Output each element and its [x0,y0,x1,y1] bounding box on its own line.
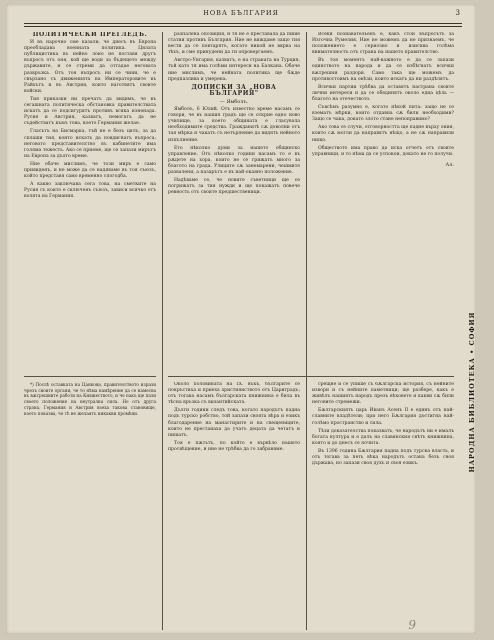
paragraph: Австро-Унгария, казватъ, е на страната на Турция, тъй като тя има голѣми интереси на Балкана. Обаче ние мислимъ, че нейната политика ще бѫде предпазлива и умерена. [168,58,300,82]
library-stamp-text: НАРОДНА БИБЛИОТЕКА • СОФИЯ [468,311,476,473]
paragraph: Всеки познавательенъ е, какъ стои въпросътъ за Източна Румелия. Ние не можемъ да не признаемъ, че положението е сериозно и изисква голѣма внимателность отъ страна на нашето правителство. [312,32,454,56]
paragraph: Тѣзи доказателства показватъ, че народътъ ни е ималъ богата култура и е далъ на славянския свѣтъ книжнина, която и до днесъ се почита. [312,428,454,446]
paragraph: Ето нѣколко думи за нашето общинско управление. Отъ нѣколко години насамъ то е въ рѫцете на хора, които не се грижатъ много за благото на града. Улиците сѫ занемарени, чешмите развалени, а пазарътъ е въ най-окаяно положение. [168,145,300,175]
author-signature: Ал. [445,161,454,168]
footnote: *) Послѣ оставката на Цанкова, правителството изрази чрезъ своите органи, че то нѣма намѣрение да се намесва въ вѫтрешните работи на Княжеството, и че пакъ ще пази своето положение на неутрална сила. Но отъ друга страна, Германия и Австрия взеха такова становище, което показва, че тѣ не желаятъ никакви промѣни. [24,382,156,416]
paragraph: Дълги години следъ това, когато народътъ падна подъ турско робство, той запази своята вѣра и езикъ благодарение на манастирите и на свещениците, които не престанаха да учатъ децата да четатъ и пишатъ. [168,408,300,438]
paragraph: Съвсѣмъ разумно е, когато нѣкой пита: защо не се взематъ мѣрки, които отдавна сѫ били необходими? Защо се чака, докато злото стане непоправимо? [312,105,454,123]
running-head: НОВА БЪЛГАРИЯ [203,9,279,17]
paragraph: Всички партии трѣбва да оставятъ настрана своите лични интереси и да се обединятъ около една цѣль — благото на отечеството. [312,84,454,102]
paragraph: Надѣваме се, че новите съветници ще се погрижатъ за тия нужди и ще покажатъ повече ревность отъ своите предшественици. [168,178,300,196]
section-rule [168,376,454,377]
column-1-footnote [24,382,156,632]
paragraph: разпалена опозиция, и тя не е преставала да пише статии противъ България. Ние не виждаме защо тия вести да се повтарятъ, когато никой не вярва на тѣхъ, и сме принудени да ги опровергаемъ. [168,32,300,56]
handwritten-note: 9 [408,618,416,632]
column-2-lower [168,382,300,632]
paragraph: И въ нарочно сме казали, че днесъ въ Европа преобладава военната политика. Цялата публицистика въ нейно лоно не поставя другъ въпросъ отъ оня, кой ще води за бъдещето между държавите, и се стреми да отгадае неговата развръзка. Отъ тоя въпросъ ни се чини, че е свързано съ движенията на Императоровите въ Райхътъ и въ Австрия, които наготвятъ своите войски. [24,40,156,94]
paragraph: срещне и се упише съ бѫлгарска история, съ нейните извори и съ нейните паметници; ще разбере, какъ е живѣлъ нашиятъ народъ презъ вѣковете и какви сѫ били неговите стремежи. [312,382,454,406]
column-2-upper [168,32,300,372]
column-divider [162,32,163,630]
column-divider [306,32,307,630]
paragraph: Въ тоя моментъ най-важното е да се запази единството на народа и да се избѣгнатъ всички вѫтрешни раздори. Само така ще можемъ да противостоимъ на онѣзи, които искатъ да ни раздѣлятъ. [312,58,454,82]
paragraph: Гласътъ на Бисмарка, тъй не е безъ цялъ, за да сплаши тия, които искатъ да повдигнатъ въпроса; неговото представителство въ кабинетите има голяма тежесть. Ако се приеме, ще се запази мирътъ на Европа за дълго време. [24,129,156,159]
paragraph: Тия приказки ни пречатъ да видимъ, че въ сегашната политическа обстановка правителствата искатъ да се подсигурятъ противъ всяка изненада. Русия и Австрия, казватъ, немогатъ да не съдействатъ къмъ това, което Германия желае. [24,96,156,127]
correspondence-title: ДОПИСКИ ЗА „НОВА БЪЛГАРИЯ" [191,83,277,97]
footnote-rule [24,376,156,377]
paragraph: Обществото има право да иска отчетъ отъ своите управници, и то нѣма да се успокои, докато не го получи. [312,145,454,157]
newspaper-page [6,4,476,634]
paragraph: Въ 1396 година Бѫлгария падна подъ турска власть, и отъ тогава за петь вѣка народътъ остана безъ своя държава, но запази своя духъ и своя езикъ. [312,448,454,467]
library-stamp [462,304,474,484]
paragraph: Ние обаче мислимъ, че този миръ е само привиденъ, и не може да се надяваме въ тоя съюзъ, който представя само временно спогодба. [24,161,156,180]
political-review-title: ПОЛИТИЧЕСКИ ПРЕГЛЕДЪ. [32,32,148,38]
paragraph: Около половината на IX. въкъ, българите се покръстиха и приеха християнството отъ Цариградъ; отъ тогава насамъ българската книжнина е била въ тѣсна връзка съ византийската. [168,382,300,406]
paragraph: А какво заключава сега това, на сметките на Русия съ които е сключенъ съюзъ, зависи всичко отъ волята на Германия. [24,182,156,200]
header-rule [24,23,462,27]
column-1-upper [24,32,156,372]
column-3-lower [312,382,454,632]
correspondence-subtitle: — Ямболъ. [219,98,249,105]
column-3-upper [312,32,454,372]
paragraph: Тоя е пѫтьтъ, по който е вървѣло нашето просвѣщение, и ние не трѣбва да го забравяме. [168,440,300,452]
paragraph: Бѫлгарскиятъ царь Иванъ Асенъ II е единъ отъ най-славните владѣтели; при него Бѫлгария достигна най-голѣмо пространство и сила. [312,408,454,426]
paragraph: Ако това се случи, отговорността ще падне върху ония, които сѫ могли да направятъ нѣщо, а не сѫ направили нищо. [312,125,454,143]
paragraph: Ямболъ, 6 Юлий. Отъ известно време насамъ се говори, че въ нашия градъ ще се открие едно ново училище, за което общината е гласувала необходимите средства. Гражданитѣ сѫ доволни отъ тая мѣрка и чакатъ съ нетърпение да видятъ нейното изпълнение. [168,107,300,143]
page-number: 3 [455,9,460,17]
